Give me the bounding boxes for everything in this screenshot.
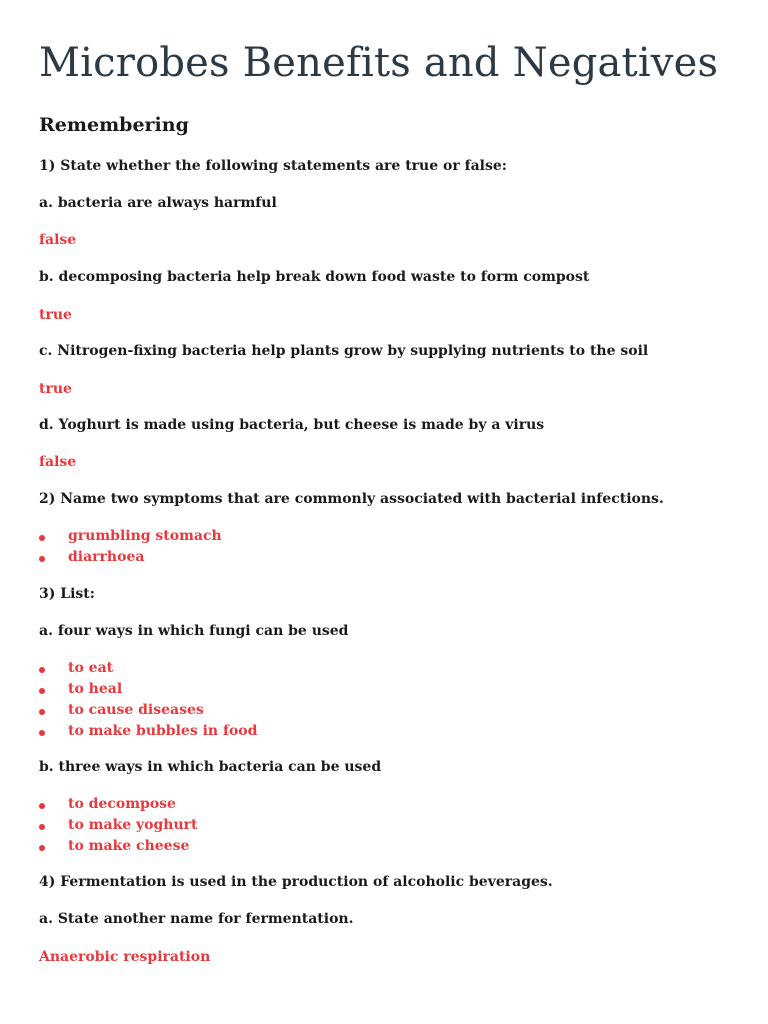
answer-1b: true <box>39 307 72 323</box>
answer-2-list <box>39 526 222 568</box>
question-3b: b. three ways in which bacteria can be used <box>39 759 382 775</box>
list-item: to make yoghurt <box>39 815 198 836</box>
question-2-prompt: 2) Name two symptoms that are commonly associated with bacterial infections. <box>39 491 664 507</box>
question-3-prompt: 3) List: <box>39 586 95 602</box>
question-4a: a. State another name for fermentation. <box>39 911 354 927</box>
answer-1d: false <box>39 454 77 470</box>
answer-1a: false <box>39 232 77 248</box>
question-4-prompt: 4) Fermentation is used in the production of alcoholic beverages. <box>39 874 553 890</box>
section-heading: Remembering <box>39 114 189 136</box>
list-item: grumbling stomach <box>39 526 222 547</box>
question-3a: a. four ways in which fungi can be used <box>39 623 349 639</box>
question-1-prompt: 1) State whether the following statements are true or false: <box>39 158 507 174</box>
question-1b: b. decomposing bacteria help break down food waste to form compost <box>39 269 590 285</box>
list-item: to cause diseases <box>39 700 257 721</box>
list-item: to eat <box>39 658 257 679</box>
list-item: diarrhoea <box>39 547 222 568</box>
list-item: to make cheese <box>39 836 198 857</box>
answer-1c: true <box>39 381 72 397</box>
list-item: to decompose <box>39 794 198 815</box>
question-1d: d. Yoghurt is made using bacteria, but cheese is made by a virus <box>39 417 545 433</box>
question-1a: a. bacteria are always harmful <box>39 195 277 211</box>
answer-3b-list <box>39 794 198 857</box>
question-1c: c. Nitrogen-fixing bacteria help plants grow by supplying nutrients to the soil <box>39 343 649 359</box>
page-title: Microbes Benefits and Negatives <box>39 40 719 86</box>
answer-4a: Anaerobic respiration <box>39 949 211 965</box>
list-item: to make bubbles in food <box>39 721 257 742</box>
answer-3a-list <box>39 658 257 742</box>
list-item: to heal <box>39 679 257 700</box>
